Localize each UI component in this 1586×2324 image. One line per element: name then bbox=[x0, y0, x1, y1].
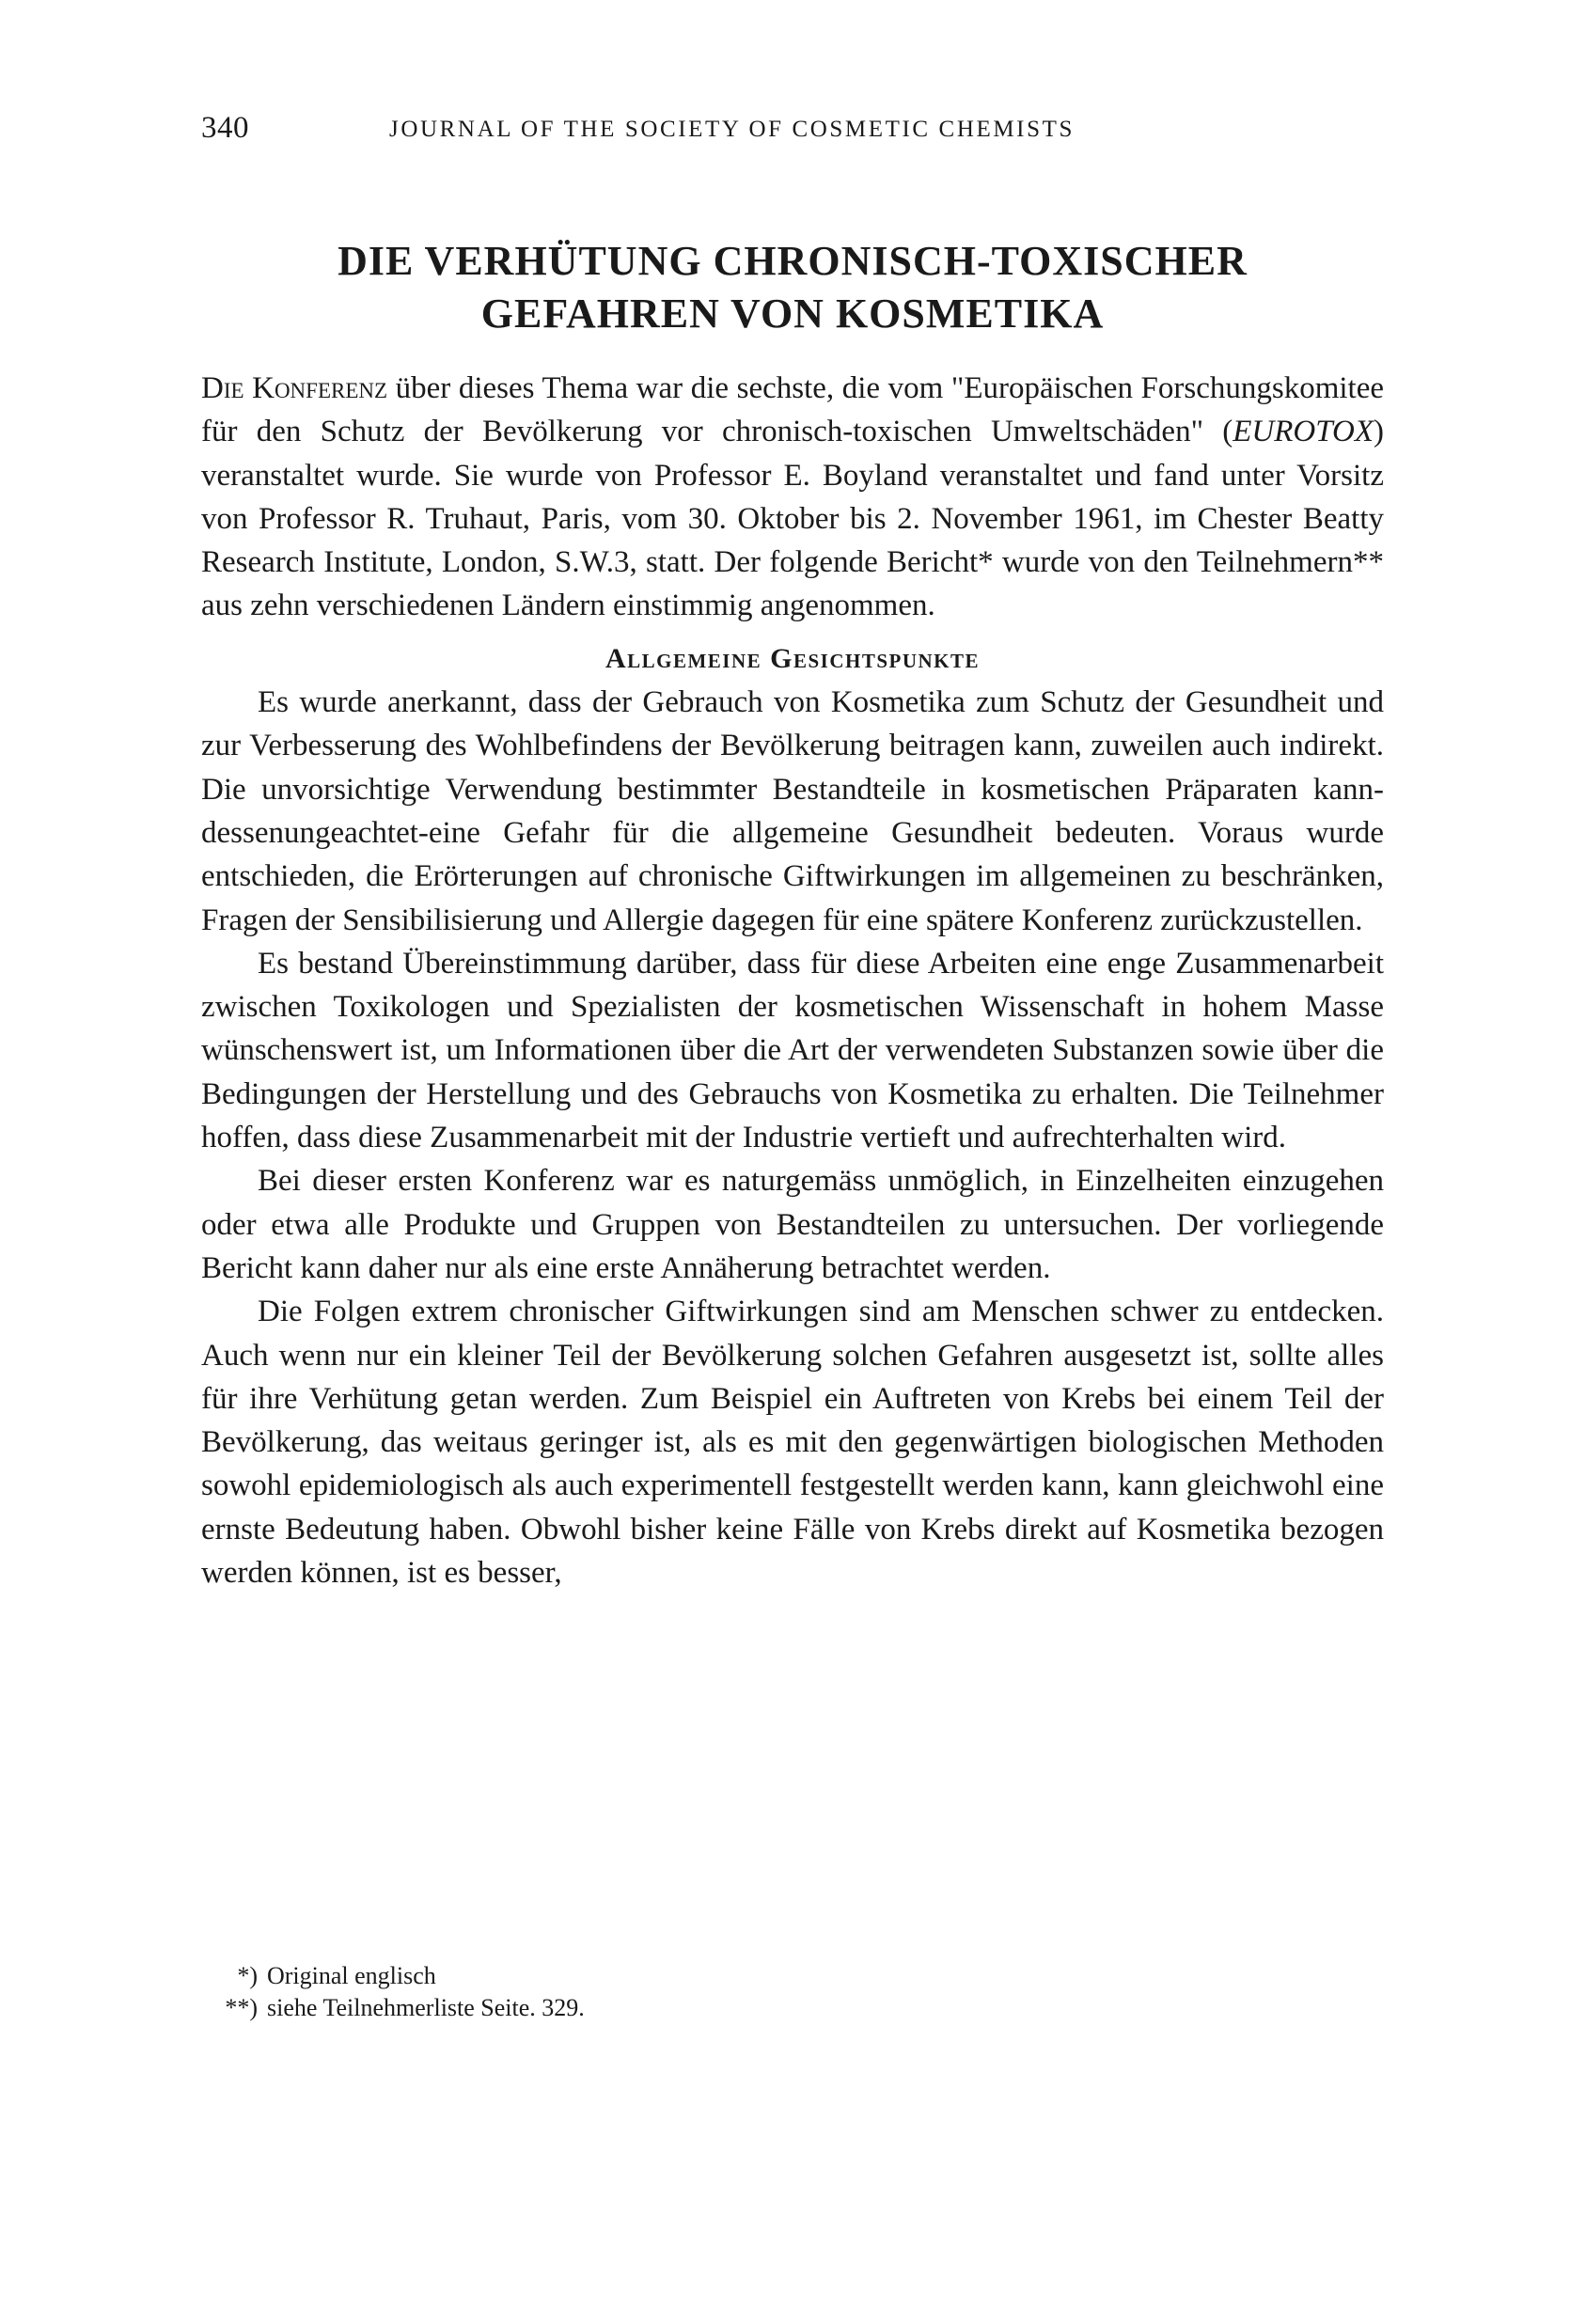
body-paragraph-2: Es bestand Übereinstimmung darüber, dass für diese Arbeiten eine enge Zusammenarbeit zwischen Toxikologen und Spezialisten der kosmetischen Wissenschaft in hohem Masse wünschenswert ist, um Informationen über die Art der verwendeten Substanzen sowie über die Bedingungen der Herstellung und des Gebrauchs von Kosmetika zu erhalten. Die Teilnehmer hoffen, dass diese Zusammenarbeit mit der Industrie vertieft und aufrechterhalten wird. bbox=[201, 946, 1384, 1155]
footnote-text: siehe Teilnehmerliste Seite. 329. bbox=[267, 1994, 585, 2021]
journal-title: JOURNAL OF THE SOCIETY OF COSMETIC CHEMISTS bbox=[389, 117, 1075, 142]
running-head bbox=[201, 111, 1386, 158]
intro-paragraph bbox=[201, 367, 1384, 628]
body-paragraph-1: Es wurde anerkannt, dass der Gebrauch von Kosmetika zum Schutz der Gesundheit und zur Verbesserung des Wohlbefindens der Bevölkerung beitragen kann, zuweilen auch indirekt. Die unvorsichtige Verwendung bestimmter Bestandteile in kosmetischen Präparaten kann-dessenungeachtet-eine Gefahr für die allgemeine Gesundheit bedeuten. Voraus wurde entschieden, die Erörterungen auf chronische Giftwirkungen im allgemeinen zu beschränken, Fragen der Sensibilisierung und Allergie dagegen für eine spätere Konferenz zurückzustellen. bbox=[201, 685, 1384, 937]
footnotes bbox=[201, 1960, 1141, 2024]
article-title-line-1: DIE VERHÜTUNG CHRONISCH-TOXISCHER bbox=[338, 238, 1248, 284]
section-heading: Allgemeine Gesichtspunkte bbox=[605, 642, 981, 674]
footnote-1 bbox=[201, 1960, 1141, 1992]
footnote-text: Original englisch bbox=[267, 1962, 436, 1989]
footnote-marker: **) bbox=[225, 1994, 258, 2021]
body-paragraph-3: Bei dieser ersten Konferenz war es naturgemäss unmöglich, in Einzelheiten einzugehen oder etwa alle Produkte und Gruppen von Bestandteilen zu untersuchen. Der vorliegende Bericht kann daher nur als eine erste Annäherung betrachtet werden. bbox=[201, 1164, 1384, 1285]
article-body bbox=[201, 367, 1384, 1594]
intro-text-after: ) veranstaltet wurde. Sie wurde von Professor E. Boyland veranstaltet und fand unter Vorsitz von Professor R. Truhaut, Paris, vom 30. Oktober bis 2. November 1961, im Chester Beatty Research Institute, London, S.W.3, statt. Der folgende Bericht* wurde von den Teilnehmern** aus zehn verschiedenen Ländern einstimmig angenommen. bbox=[201, 415, 1384, 623]
page-number: 340 bbox=[201, 111, 249, 145]
article-title-line-2: GEFAHREN VON KOSMETIKA bbox=[480, 290, 1105, 337]
article-title bbox=[201, 235, 1384, 340]
intro-lead: Die Konferenz bbox=[201, 371, 388, 405]
intro-text-before: über dieses Thema war die sechste, die vom "Europäischen Forschungskomitee für den Schutz der Bevölkerung vor chronisch-toxischen Umweltschäden" ( bbox=[201, 371, 1384, 449]
intro-italic-acronym: EUROTOX bbox=[1233, 415, 1374, 449]
body-paragraph-4: Die Folgen extrem chronischer Giftwirkungen sind am Menschen schwer zu entdecken. Auch wenn nur ein kleiner Teil der Bevölkerung solchen Gefahren ausgesetzt ist, sollte alles für ihre Verhütung getan werden. Zum Beispiel ein Auftreten von Krebs bei einem Teil der Bevölkerung, das weitaus geringer ist, als es mit den gegenwärtigen biologischen Methoden sowohl epidemiologisch als auch experimentell festgestellt werden kann, kann gleichwohl eine ernste Bedeutung haben. Obwohl bisher keine Fälle von Krebs direkt auf Kosmetika bezogen werden können, ist es besser, bbox=[201, 1295, 1384, 1591]
footnote-2 bbox=[201, 1992, 1141, 2024]
footnote-marker: *) bbox=[237, 1962, 258, 1989]
